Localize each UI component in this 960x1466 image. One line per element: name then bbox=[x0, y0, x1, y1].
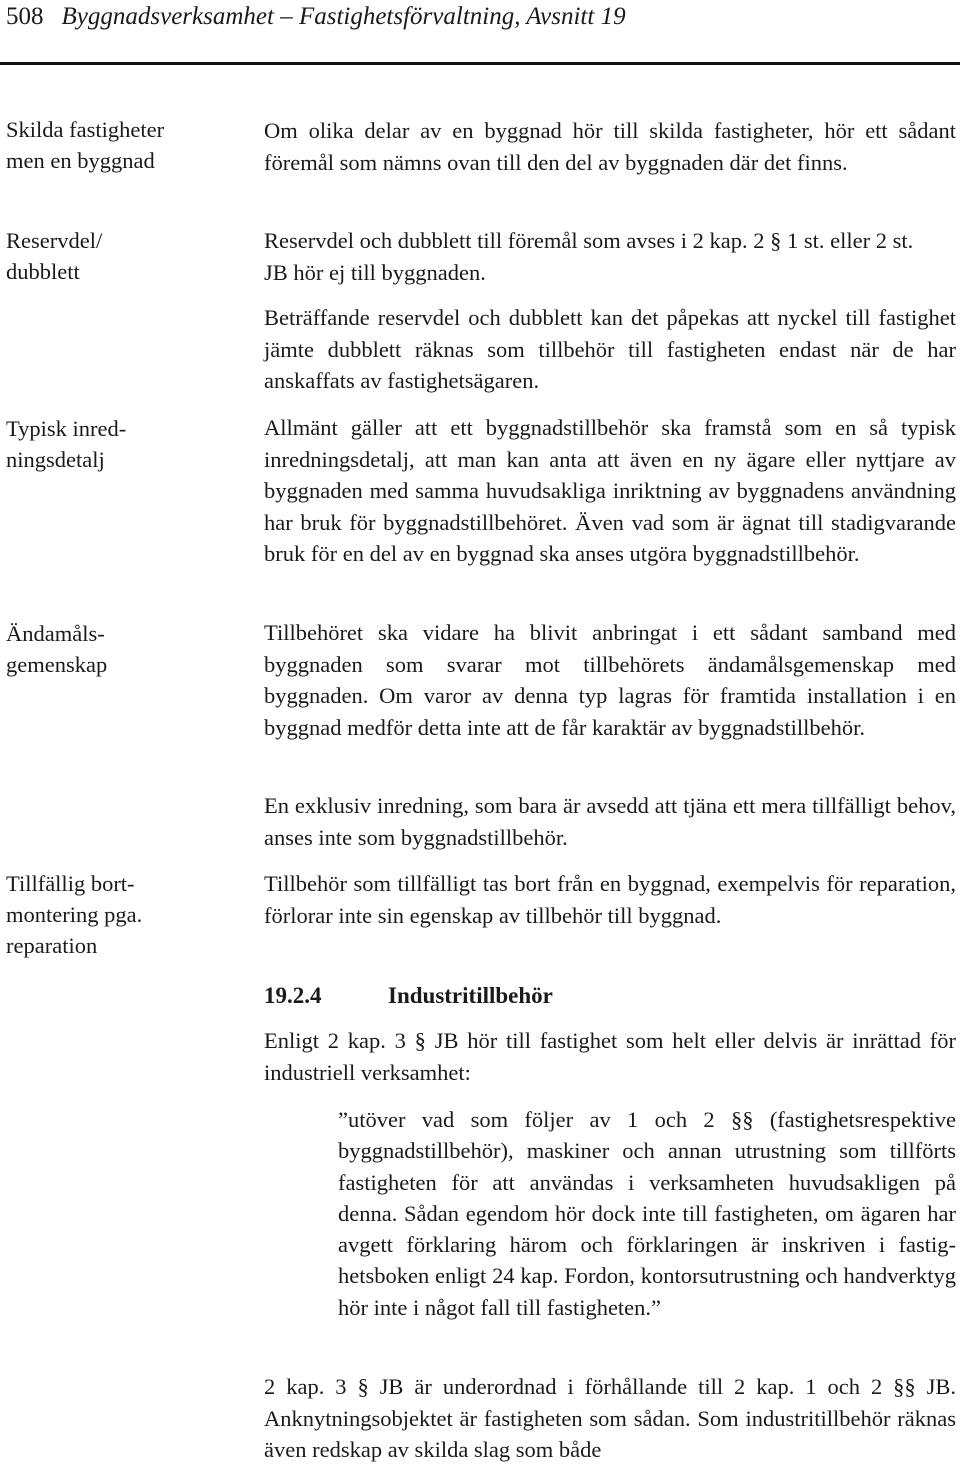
margin-note-skilda-fastigheter: Skilda fastigheter men en byggnad bbox=[6, 117, 165, 173]
page-number: 508 bbox=[6, 3, 44, 30]
paragraph-andamalsgemenskap: Tillbehöret ska vidare ha blivit anbringat i ett sådant samband med byggnaden som svarar mot tillbehörets ändamålsgemenskap med byggnaden. Om varor av denna typ lagras för framtida installation i en byggnad medför detta inte att de får karaktär av byggnadstillbehör. bbox=[264, 620, 956, 740]
margin-note-tillfallig-bortmontering: Tillfällig bort- montering pga. reparation bbox=[6, 871, 143, 958]
margin-note-typisk-inredningsdetalj: Typisk inred- ningsdetalj bbox=[6, 416, 127, 472]
section-heading bbox=[264, 980, 956, 1011]
margin-note-andamalsgemenskap: Ändamåls- gemenskap bbox=[6, 621, 108, 677]
section-number: 19.2.4 bbox=[264, 983, 322, 1008]
paragraph-skilda-fastigheter: Om olika delar av en byggnad hör till skilda fastigheter, hör ett sådant föremål som nämns ovan till den del av byggnaden där det finns. bbox=[264, 118, 956, 175]
section-title: Industritillbehör bbox=[388, 983, 553, 1008]
paragraph-tillfallig-bortmontering: Tillbehör som tillfälligt tas bort från en byggnad, exempelvis för reparation, förlorar inte sin egenskap av tillbehör till byggnad. bbox=[264, 871, 956, 928]
margin-note-reservdel: Reservdel/ dubblett bbox=[6, 228, 103, 284]
running-title: Byggnadsverksamhet – Fastighetsförvaltning, Avsnitt 19 bbox=[61, 3, 626, 30]
paragraph-closing: 2 kap. 3 § JB är underordnad i förhållande till 2 kap. 1 och 2 §§ JB. Anknytningsobjektet är fastigheten som sådan. Som industritillbehör räknas även redskap av skilda slag som både bbox=[264, 1374, 956, 1462]
paragraph-reservdel: Reservdel och dubblett till föremål som avses i 2 kap. 2 § 1 st. eller 2 st. JB hör ej till byggnaden. bbox=[264, 228, 914, 285]
block-quote: ”utöver vad som följer av 1 och 2 §§ (fastighetsrespektive byggnadstillbehör), maskiner och annan utrustning som tillförts fastigheten för att användas i verksamheten huvudsakligen på denna. Sådan egendom hör dock inte till fastigheten, om ägaren har avgett förklaring härom och förklaringen är inskriven i fastighetsboken enligt 24 kap. Fordon, kontorsutrustning och handverktyg hör inte i något fall till fastigheten.” bbox=[338, 1107, 956, 1320]
paragraph-nyckel: Beträffande reservdel och dubblett kan det påpekas att nyckel till fastighet jämte dubblett räknas som tillbehör till fastigheten endast när de har anskaffats av fastighetsägaren. bbox=[264, 305, 956, 393]
paragraph-exklusiv-inredning: En exklusiv inredning, som bara är avsedd att tjäna ett mera tillfälligt behov, anses inte som byggnadstillbehör. bbox=[264, 793, 956, 850]
page-header bbox=[6, 0, 956, 34]
paragraph-typisk-inredningsdetalj: Allmänt gäller att ett byggnadstillbehör ska framstå som en så typisk inredningsdetalj, att man kan anta att även en ny ägare eller nyttjare av byggnaden med samma huvudsakliga inriktning av byggnadens användning har bruk för byggnadstillbehöret. Även vad som är ägnat till stadigvarande bruk för en del av en byggnad ska anses utgöra byggnadstillbehör. bbox=[264, 415, 956, 566]
paragraph-intro: Enligt 2 kap. 3 § JB hör till fastighet som helt eller delvis är inrättad för industriell verksamhet: bbox=[264, 1028, 956, 1085]
header-rule bbox=[0, 62, 960, 65]
